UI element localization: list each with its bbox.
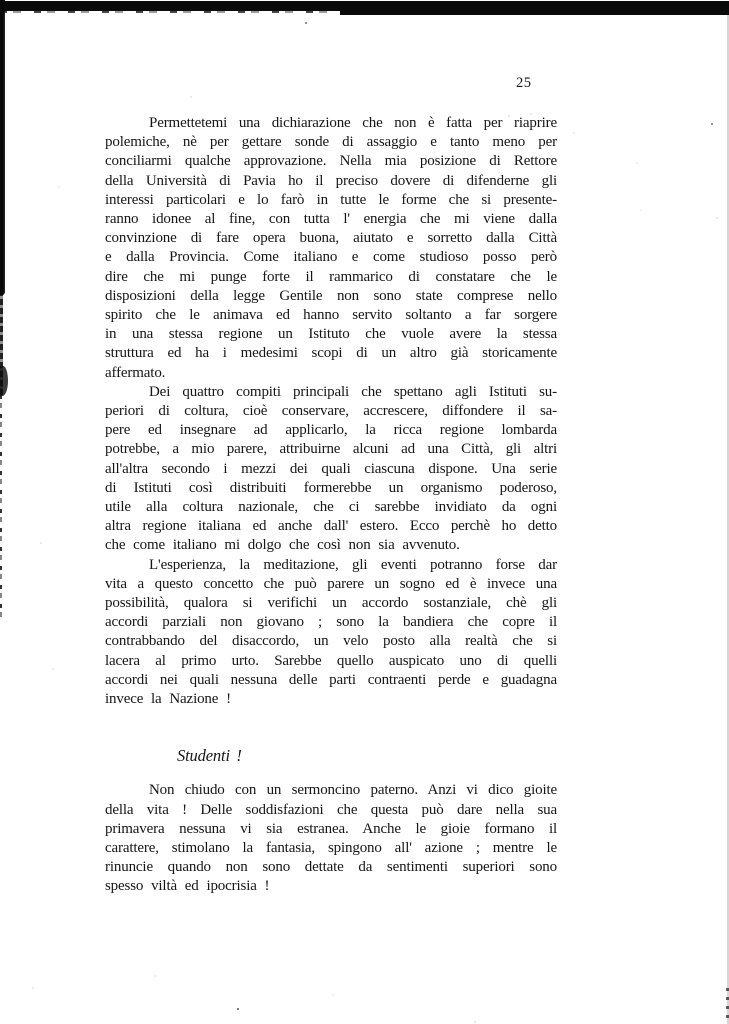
text-line: lacera al primo urto. Sarebbe quello auspicato uno di quelli <box>105 652 557 669</box>
text-line: rinuncie quando non sono dettate da sentimenti superiori sono <box>105 859 557 876</box>
text-line: che come italiano mi dolgo che così non sia avvenuto. <box>105 537 460 554</box>
scan-artifact-top-edge <box>0 1 729 11</box>
text-line: accordi parziali non giovano ; sono la bandiera che copre il <box>105 614 557 631</box>
scan-noise-specks <box>0 0 2 2</box>
text-line: vita a questo concetto che può parere un sogno ed è invece una <box>105 575 557 592</box>
scan-artifact-top-edge-right <box>340 1 729 15</box>
text-line: possibilità, qualora si verifichi un accordo sostanziale, chè gli <box>105 595 557 612</box>
text-line: dire che mi punge forte il rammarico di constatare che le <box>105 268 557 285</box>
text-line: L'esperienza, la meditazione, gli eventi potranno forse dar <box>149 556 557 573</box>
text-line: invece la Nazione ! <box>105 691 231 708</box>
paragraph <box>105 383 557 556</box>
text-line: spirito che le animava ed hanno servito soltanto a far sorgere <box>105 307 557 324</box>
scan-artifact-left-edge <box>0 0 5 295</box>
text-line: interessi particolari e lo farò in tutte le forme che si presente- <box>105 191 557 208</box>
text-line: pere ed insegnare ad applicarlo, la ricca regione lombarda <box>105 422 557 439</box>
scan-artifact-top-edge-fray <box>0 11 729 13</box>
text-line: spesso viltà ed ipocrisia ! <box>105 878 270 895</box>
text-line: affermato. <box>105 364 166 381</box>
text-line: all'altra secondo i mezzi dei quali ciascuna dispone. Una serie <box>105 460 557 477</box>
scan-artifact-left-edge-dashes <box>0 395 2 620</box>
text-line: Dei quattro compiti principali che spettano agli Istituti su- <box>149 383 557 400</box>
text-line: contrabbando del disaccordo, un velo posto alla realtà che si <box>105 633 557 650</box>
text-line: carattere, stimolano la fantasia, spingono all' azione ; mentre le <box>105 839 557 856</box>
text-line: in una stessa regione un Istituto che vuole avere la stessa <box>105 326 557 343</box>
text-line: struttura ed ha i medesimi scopi di un altro già storicamente <box>105 345 557 362</box>
text-line: primavera nessuna vi sia estranea. Anche le gioie formano il <box>105 820 557 837</box>
paragraph <box>105 114 557 383</box>
text-line: ranno idonee al fine, con tutta l' energia che mi viene dalla <box>105 211 557 228</box>
paragraph <box>105 556 557 710</box>
scan-artifact-left-edge-mid <box>0 290 3 395</box>
scan-artifact-left-edge-blob <box>0 366 8 396</box>
section-heading: Studenti ! <box>177 746 242 766</box>
text-block <box>105 114 557 897</box>
text-line: polemiche, nè per gettare sonde di assaggio e tanto meno per <box>105 134 557 151</box>
page-number: 25 <box>516 75 532 91</box>
text-line: convinzione di fare opera buona, aiutato e sorretto dalla Città <box>105 230 557 247</box>
text-line: potrebbe, a mio parere, attribuirne alcuni ad una Città, gli altri <box>105 441 557 458</box>
text-line: conciliarmi qualche approvazione. Nella mia posizione di Rettore <box>105 153 557 170</box>
text-line: Permettetemi una dichiarazione che non è fatta per riaprire <box>149 115 557 131</box>
text-line: disposizioni della legge Gentile non sono state comprese nello <box>105 287 557 304</box>
text-line: della Università di Pavia ho il preciso dovere di difenderne gli <box>105 172 557 189</box>
text-line: altra regione italiana ed anche dall' estero. Ecco perchè ho detto <box>105 518 557 535</box>
text-line: utile alla coltura nazionale, che ci sarebbe invidiato da ogni <box>105 499 557 516</box>
text-line: di Istituti così distribuiti formerebbe un organismo poderoso, <box>105 479 557 496</box>
paragraph <box>105 781 557 896</box>
text-line: e dalla Provincia. Come italiano e come studioso posso però <box>105 249 557 266</box>
text-line: periori di coltura, cioè conservare, accrescere, diffondere il sa- <box>105 403 557 420</box>
text-line: della vita ! Delle soddisfazioni che questa può dare nella sua <box>105 801 557 818</box>
text-line: accordi nei quali nessuna delle parti contraenti perde e guadagna <box>105 671 557 688</box>
text-line: Non chiudo con un sermoncino paterno. Anzi vi dico gioite <box>149 782 557 799</box>
